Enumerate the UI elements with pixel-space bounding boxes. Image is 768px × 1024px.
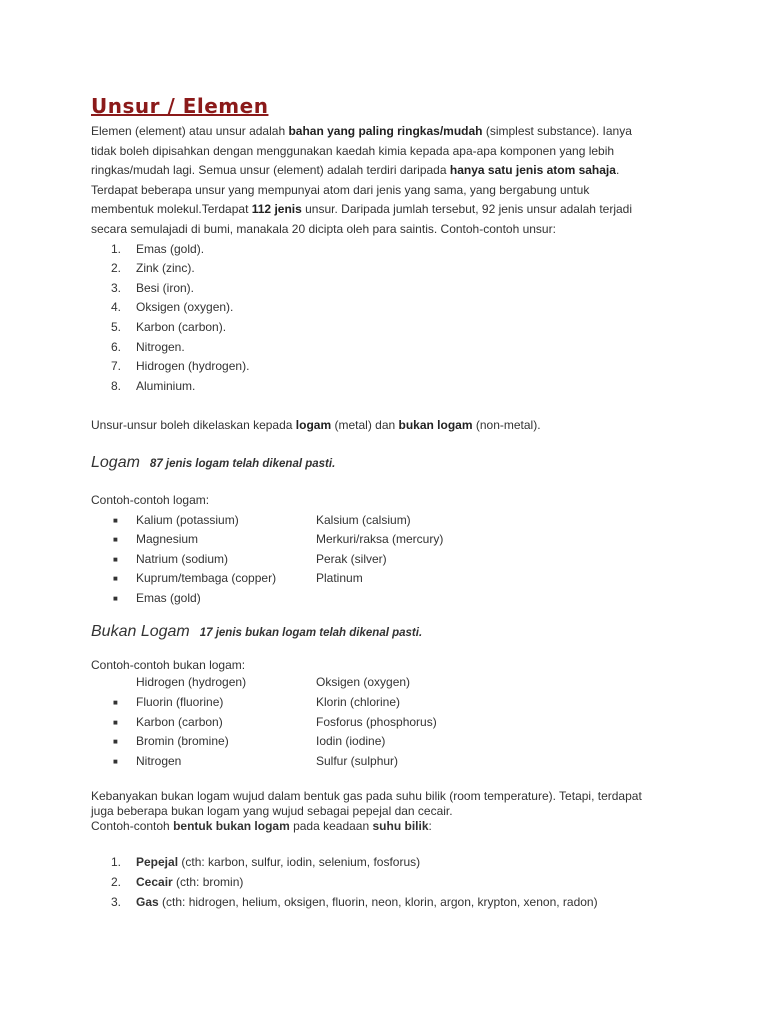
state-line: Kebanyakan bukan logam wujud dalam bentuk gas pada suhu bilik (room temperature). Tetapi, terdapat bbox=[91, 789, 642, 804]
list-item bbox=[91, 377, 691, 397]
logam-heading bbox=[91, 450, 691, 477]
intro-line: tidak boleh dipisahkan dengan menggunakan kaedah kimia kepada apa-apa komponen yang lebih bbox=[91, 143, 615, 158]
list-number: 1. bbox=[111, 241, 122, 256]
state-text: : bbox=[428, 819, 432, 834]
list-number: 5. bbox=[111, 319, 122, 334]
list-item bbox=[91, 732, 691, 752]
list-item bbox=[91, 511, 691, 531]
intro-text: membentuk molekul.Terdapat bbox=[91, 202, 252, 217]
list-item bbox=[91, 318, 691, 338]
list-text: Nitrogen. bbox=[136, 339, 185, 354]
list-item bbox=[91, 673, 691, 693]
intro-line: secara semulajadi di bumi, manakala 20 dicipta oleh para saintis. Contoh-contoh unsur: bbox=[91, 221, 556, 236]
list-text: Besi (iron). bbox=[136, 280, 195, 295]
list-text: Emas (gold). bbox=[136, 241, 205, 256]
list-text: Natrium (sodium) bbox=[136, 551, 229, 566]
state-line: juga beberapa bukan logam yang wujud sebagai pepejal dan cecair. bbox=[91, 804, 453, 819]
intro-paragraph bbox=[91, 122, 691, 240]
list-item bbox=[91, 873, 691, 893]
list-text: Emas (gold) bbox=[136, 590, 201, 605]
intro-line: Terdapat beberapa unsur yang mempunyai atom dari jenis yang sama, yang bergabung untuk bbox=[91, 182, 590, 197]
list-number: 3. bbox=[111, 280, 122, 295]
bullet-icon: ■ bbox=[113, 554, 118, 564]
list-text: (cth: karbon, sulfur, iodin, selenium, fosforus) bbox=[178, 855, 421, 870]
bukan-logam-list bbox=[91, 673, 691, 771]
classify-text: (non-metal). bbox=[472, 418, 541, 433]
classify-text: (metal) dan bbox=[331, 418, 399, 433]
list-item bbox=[91, 530, 691, 550]
list-item bbox=[91, 240, 691, 260]
section-heading: Bukan Logam bbox=[91, 623, 190, 641]
classify-text: Unsur-unsur boleh dikelaskan kepada bbox=[91, 418, 296, 433]
list-bold: Pepejal bbox=[136, 855, 179, 870]
list-item bbox=[91, 298, 691, 318]
list-text: Magnesium bbox=[136, 532, 199, 547]
list-text: Karbon (carbon) bbox=[136, 714, 223, 729]
list-text: Zink (zinc). bbox=[136, 261, 195, 276]
list-text: Aluminium. bbox=[136, 378, 196, 393]
list-item bbox=[91, 752, 691, 772]
list-text: Kuprum/tembaga (copper) bbox=[136, 571, 277, 586]
section-note: 17 jenis bukan logam telah dikenal pasti. bbox=[199, 627, 423, 640]
list-item bbox=[91, 338, 691, 358]
list-number: 7. bbox=[111, 359, 122, 374]
page-title: Unsur / Elemen bbox=[91, 94, 269, 118]
intro-text: Elemen (element) atau unsur adalah bbox=[91, 124, 289, 138]
list-text: Fosforus (phosphorus) bbox=[316, 714, 437, 729]
bukan-logam-heading bbox=[91, 619, 691, 646]
list-text: Kalium (potassium) bbox=[136, 512, 239, 527]
list-text: (cth: bromin) bbox=[172, 875, 244, 890]
bukan-logam-intro: Contoh-contoh bukan logam: bbox=[91, 658, 246, 673]
list-number: 8. bbox=[111, 378, 122, 393]
list-bold: Gas bbox=[136, 894, 159, 909]
list-item bbox=[91, 893, 691, 913]
list-text: Hidrogen (hydrogen) bbox=[136, 675, 247, 690]
list-text: Iodin (iodine) bbox=[316, 734, 386, 749]
intro-text: ringkas/mudah lagi. Semua unsur (element) adalah terdiri daripada bbox=[91, 163, 450, 178]
list-text: Klorin (chlorine) bbox=[316, 695, 401, 710]
intro-text: unsur. Daripada jumlah tersebut, 92 jenis unsur adalah terjadi bbox=[301, 202, 632, 217]
list-text: (cth: hidrogen, helium, oksigen, fluorin, neon, klorin, argon, krypton, xenon, radon) bbox=[158, 894, 598, 909]
intro-text: (simplest substance). Ianya bbox=[482, 124, 632, 138]
list-item bbox=[91, 693, 691, 713]
list-item bbox=[91, 589, 691, 609]
list-number: 4. bbox=[111, 300, 122, 315]
state-paragraph bbox=[91, 789, 691, 834]
list-text: Oksigen (oxygen) bbox=[316, 675, 411, 690]
list-text: Oksigen (oxygen). bbox=[136, 300, 234, 315]
logam-intro: Contoh-contoh logam: bbox=[91, 492, 210, 507]
list-item bbox=[91, 357, 691, 377]
list-text: Bromin (bromine) bbox=[136, 734, 229, 749]
classify-bold: bukan logam bbox=[398, 418, 473, 433]
list-number: 1. bbox=[111, 855, 122, 870]
bullet-icon: ■ bbox=[113, 535, 118, 545]
state-bold: bentuk bukan logam bbox=[173, 819, 290, 834]
logam-list bbox=[91, 511, 691, 609]
intro-text: . bbox=[615, 163, 620, 178]
list-number: 3. bbox=[111, 894, 122, 909]
bullet-icon: ■ bbox=[113, 737, 118, 747]
list-item bbox=[91, 713, 691, 733]
intro-bold: bahan yang paling ringkas/mudah bbox=[288, 124, 483, 138]
list-text: Merkuri/raksa (mercury) bbox=[316, 532, 444, 547]
list-item bbox=[91, 853, 691, 873]
section-note: 87 jenis logam telah dikenal pasti. bbox=[149, 457, 336, 470]
bullet-icon: ■ bbox=[113, 698, 118, 708]
list-item bbox=[91, 550, 691, 570]
list-number: 6. bbox=[111, 339, 122, 354]
bullet-icon: ■ bbox=[113, 515, 118, 525]
section-heading: Logam bbox=[91, 453, 140, 471]
list-item bbox=[91, 569, 691, 589]
bullet-icon: ■ bbox=[113, 574, 118, 584]
list-item bbox=[91, 279, 691, 299]
classify-bold: logam bbox=[295, 418, 332, 433]
bullet-icon: ■ bbox=[113, 717, 118, 727]
list-text: Karbon (carbon). bbox=[136, 319, 227, 334]
state-text: pada keadaan bbox=[289, 819, 373, 834]
list-text: Fluorin (fluorine) bbox=[136, 695, 224, 710]
state-bold: suhu bilik bbox=[372, 819, 429, 834]
bullet-icon: ■ bbox=[113, 593, 118, 603]
list-text: Kalsium (calsium) bbox=[316, 512, 411, 527]
list-item bbox=[91, 259, 691, 279]
element-example-list bbox=[91, 240, 691, 397]
intro-bold: 112 jenis bbox=[251, 202, 302, 217]
intro-bold: hanya satu jenis atom sahaja bbox=[449, 163, 616, 178]
list-number: 2. bbox=[111, 875, 122, 890]
list-text: Perak (silver) bbox=[316, 551, 387, 566]
forms-list bbox=[91, 853, 691, 912]
document-page bbox=[91, 94, 691, 912]
list-number: 2. bbox=[111, 261, 122, 276]
state-text: Contoh-contoh bbox=[91, 819, 174, 834]
bullet-icon: ■ bbox=[113, 756, 118, 766]
list-text: Platinum bbox=[316, 571, 363, 586]
list-bold: Cecair bbox=[136, 875, 173, 890]
list-text: Sulfur (sulphur) bbox=[316, 753, 399, 768]
list-text: Hidrogen (hydrogen). bbox=[136, 359, 250, 374]
classify-paragraph bbox=[91, 416, 691, 436]
list-text: Nitrogen bbox=[136, 753, 182, 768]
